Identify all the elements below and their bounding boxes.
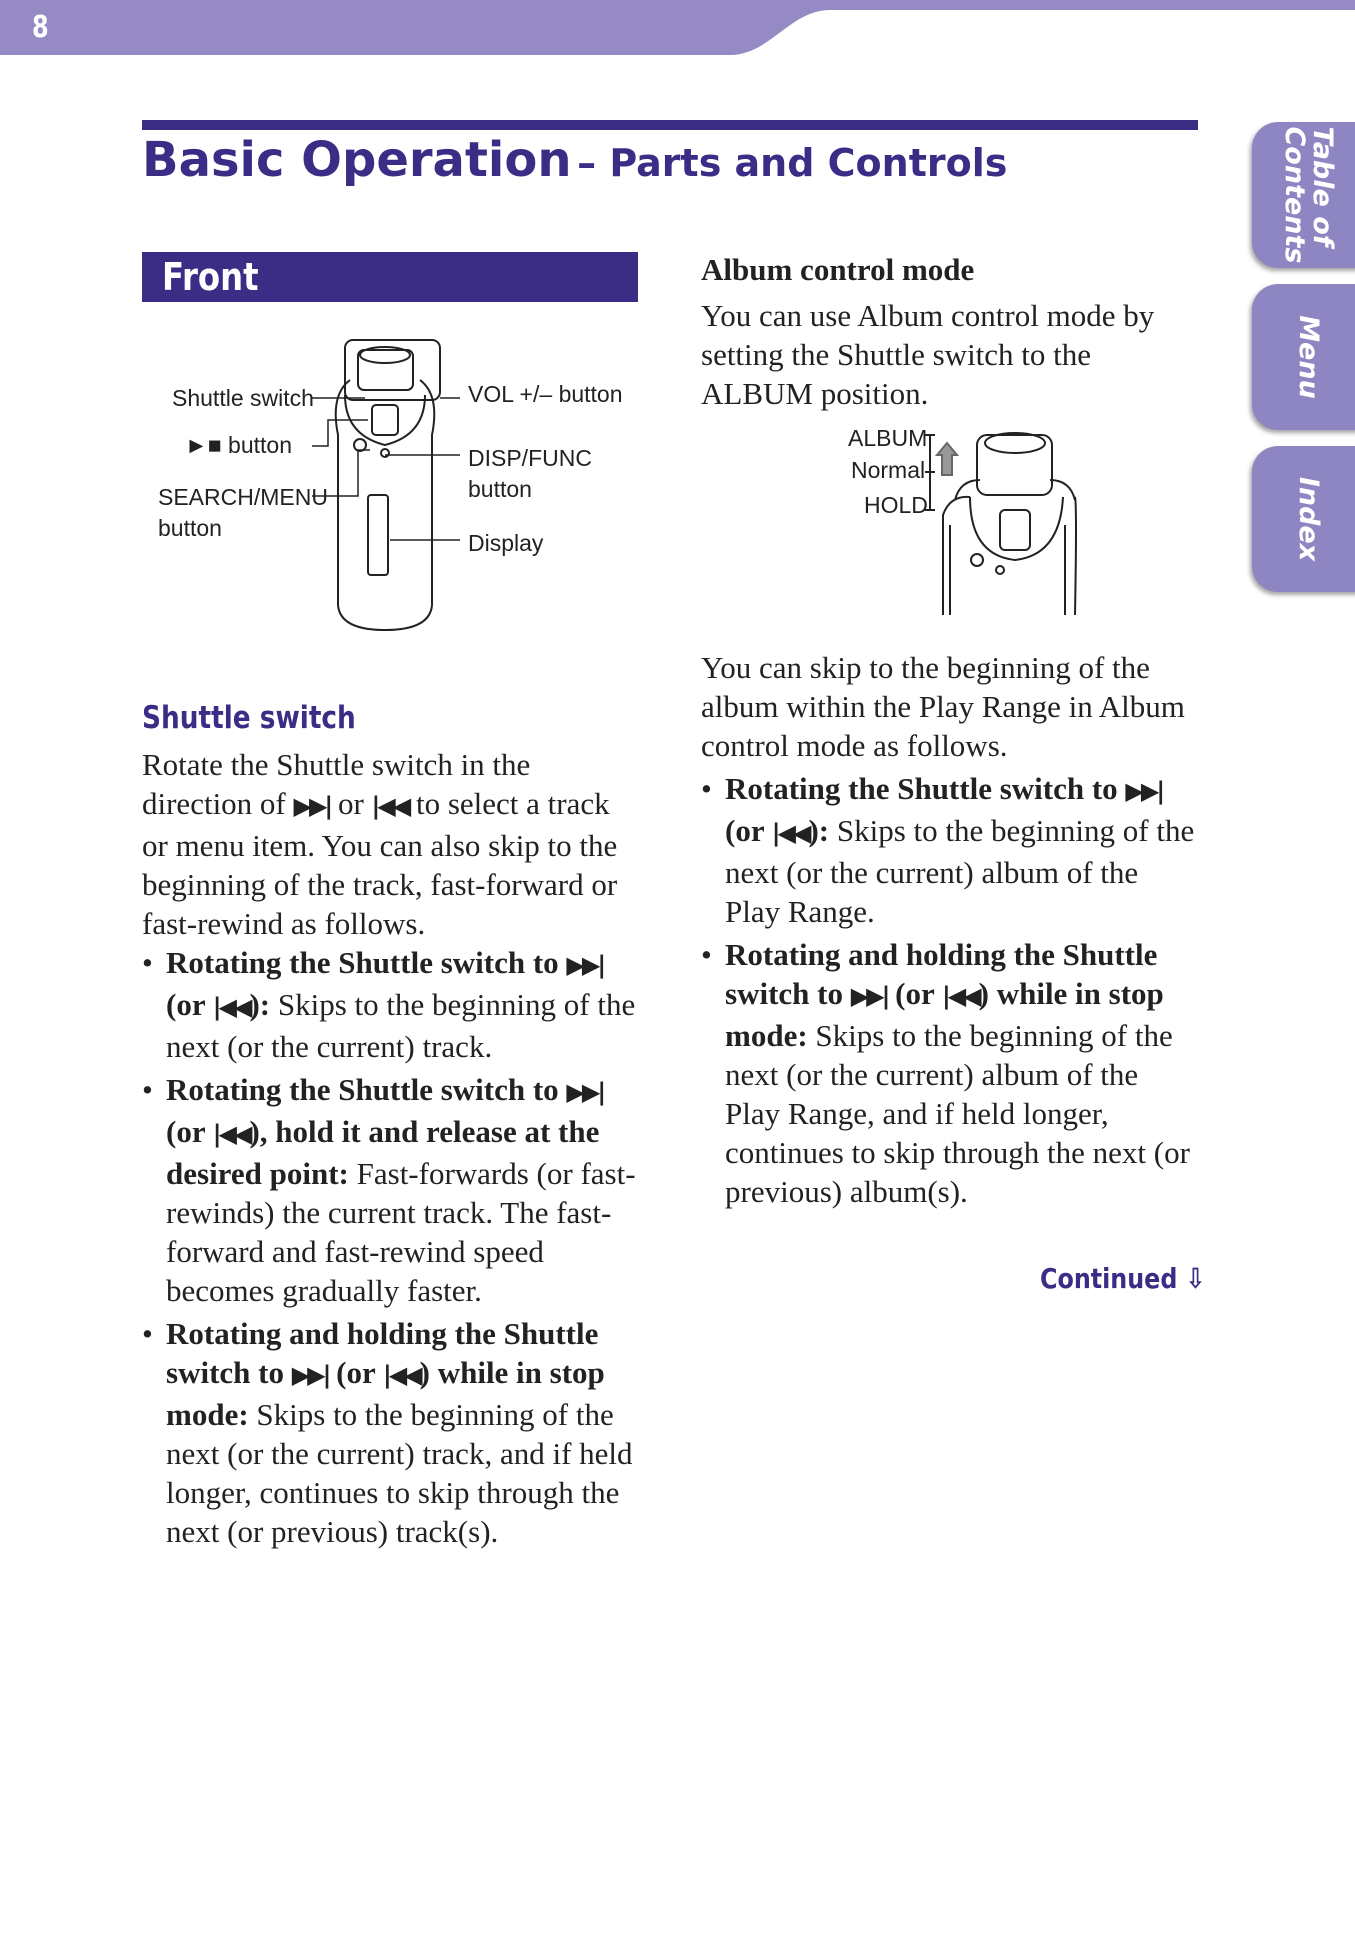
tab-toc-label <box>1280 126 1336 263</box>
prev-icon: |◀◀ <box>371 792 409 820</box>
continued-label: Continued <box>1040 1262 1178 1295</box>
tab-index-label: Index <box>1293 476 1324 562</box>
next-icon: ▶▶| <box>566 1078 604 1106</box>
page-title <box>142 132 1007 188</box>
header-band <box>0 0 1355 56</box>
album-heading: Album control mode <box>701 252 975 287</box>
continued-link[interactable] <box>1040 1262 1206 1295</box>
prev-icon: |◀◀ <box>941 982 979 1010</box>
label-display: Display <box>468 530 544 556</box>
album-body <box>701 648 1201 1211</box>
shuttle-heading: Shuttle switch <box>142 700 356 736</box>
next-icon: ▶▶| <box>293 792 331 820</box>
front-heading: Front <box>162 255 259 299</box>
shuttle-album-illustration <box>925 425 1085 615</box>
tab-toc-line1: Table of <box>1307 126 1338 247</box>
label-disp-func: DISP/FUNC <box>468 445 592 471</box>
label-shuttle-switch: Shuttle switch <box>172 385 314 411</box>
shuttle-bullet-1: • Rotating the Shuttle switch to ▶▶| (or |◀◀): Skips to the beginning of the next (or the current) track. <box>142 945 636 1064</box>
shuttle-bullet-3: • Rotating and holding the Shuttle switch to ▶▶| (or |◀◀) while in stop mode: Skips to the beginning of the next (or the current) track, and if held longer, continues to skip through the next (or previous) track(s). <box>142 1316 633 1549</box>
shuttle-body <box>142 745 642 1551</box>
tab-menu-label: Menu <box>1293 315 1324 399</box>
title-main: Basic Operation <box>142 132 572 188</box>
album-bullet-1: • Rotating the Shuttle switch to ▶▶| (or |◀◀): Skips to the beginning of the next (or the current) album of the Play Range. <box>701 771 1195 929</box>
album-para2: You can skip to the beginning of the album within the Play Range in Album control mode as follows. <box>701 650 1185 763</box>
next-icon: ▶▶| <box>1125 777 1163 805</box>
label-search-menu: SEARCH/MENU <box>158 484 328 510</box>
tab-toc-line2: Contents <box>1279 126 1310 264</box>
shuttle-intro: Rotate the Shuttle switch in the direction of ▶▶| or |◀◀ to select a track or menu item. You can also skip to the beginning of the track, fast-forward or fast-rewind as follows. <box>142 747 618 941</box>
title-rule <box>142 120 1198 130</box>
prev-icon: |◀◀ <box>382 1361 420 1389</box>
label-play-stop-text: button <box>228 432 292 458</box>
position-album: ALBUM <box>848 425 928 451</box>
position-normal: Normal <box>851 457 926 483</box>
shuttle-bullet-2: • Rotating the Shuttle switch to ▶▶| (or |◀◀), hold it and release at the desired point: Fast-forwards (or fast-rewinds) the current track. The fast-forward and fast-rewind speed becomes gradually faster. <box>142 1072 636 1308</box>
next-icon: ▶▶| <box>291 1361 329 1389</box>
down-arrow-icon: ⇩ <box>1185 1262 1206 1295</box>
album-bullet-2: • Rotating and holding the Shuttle switch to ▶▶| (or |◀◀) while in stop mode: Skips to the beginning of the next (or the current) album of the Play Range, and if held longer, continues to skip through the next (or previous) album(s). <box>701 937 1190 1209</box>
title-sub: Parts and Controls <box>609 141 1008 185</box>
prev-icon: |◀◀ <box>212 1120 250 1148</box>
label-search-menu-button: button <box>158 515 222 541</box>
label-vol-button: VOL +/– button <box>468 381 623 407</box>
tab-menu[interactable] <box>1252 284 1355 430</box>
play-stop-icon: ►■ <box>185 432 222 458</box>
prev-icon: |◀◀ <box>771 819 809 847</box>
page-number: 8 <box>32 10 49 45</box>
position-hold: HOLD <box>864 492 928 518</box>
next-icon: ▶▶| <box>850 982 888 1010</box>
tab-index[interactable] <box>1252 446 1355 592</box>
album-intro: You can use Album control mode by setting the Shuttle switch to the ALBUM position. <box>701 298 1155 411</box>
callout-lines <box>310 380 470 550</box>
next-icon: ▶▶| <box>566 951 604 979</box>
title-dash: – <box>577 141 610 185</box>
tab-table-of-contents[interactable] <box>1252 122 1355 268</box>
label-disp-func-button: button <box>468 476 532 502</box>
prev-icon: |◀◀ <box>212 993 250 1021</box>
label-play-stop-button <box>185 432 292 459</box>
